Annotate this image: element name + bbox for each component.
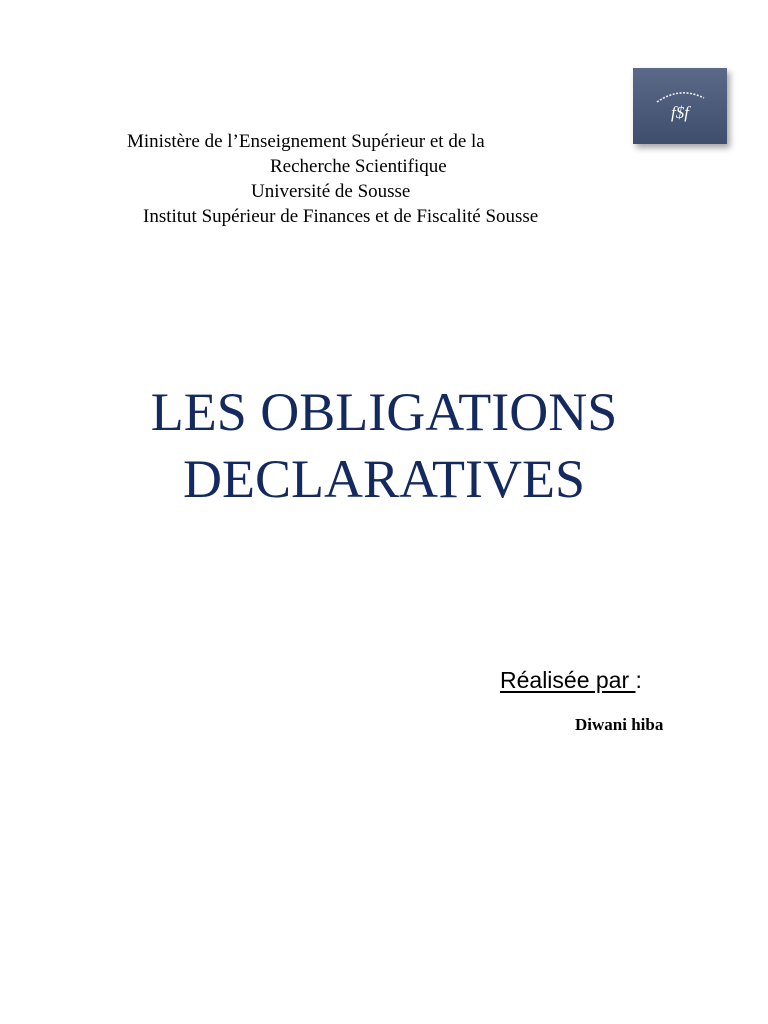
institute-name: Institut Supérieur de Finances et de Fiscalité Sousse	[143, 206, 539, 227]
author-name: Diwani hiba	[575, 715, 664, 734]
institute-logo	[633, 68, 727, 144]
authored-by-text: Réalisée par	[500, 667, 636, 693]
logo-mark-icon	[633, 68, 727, 144]
university-name: Université de Sousse	[251, 181, 411, 202]
document-title-line-2: DECLARATIVES	[183, 449, 585, 509]
document-title-line-1: LES OBLIGATIONS	[150, 382, 618, 442]
authored-by-colon: :	[635, 667, 642, 693]
ministry-line-continued: Recherche Scientifique	[270, 156, 447, 177]
authored-by-label	[500, 666, 642, 694]
logo-monogram: f$f	[671, 103, 689, 122]
ministry-line: Ministère de l’Enseignement Supérieur et de la	[127, 131, 485, 152]
